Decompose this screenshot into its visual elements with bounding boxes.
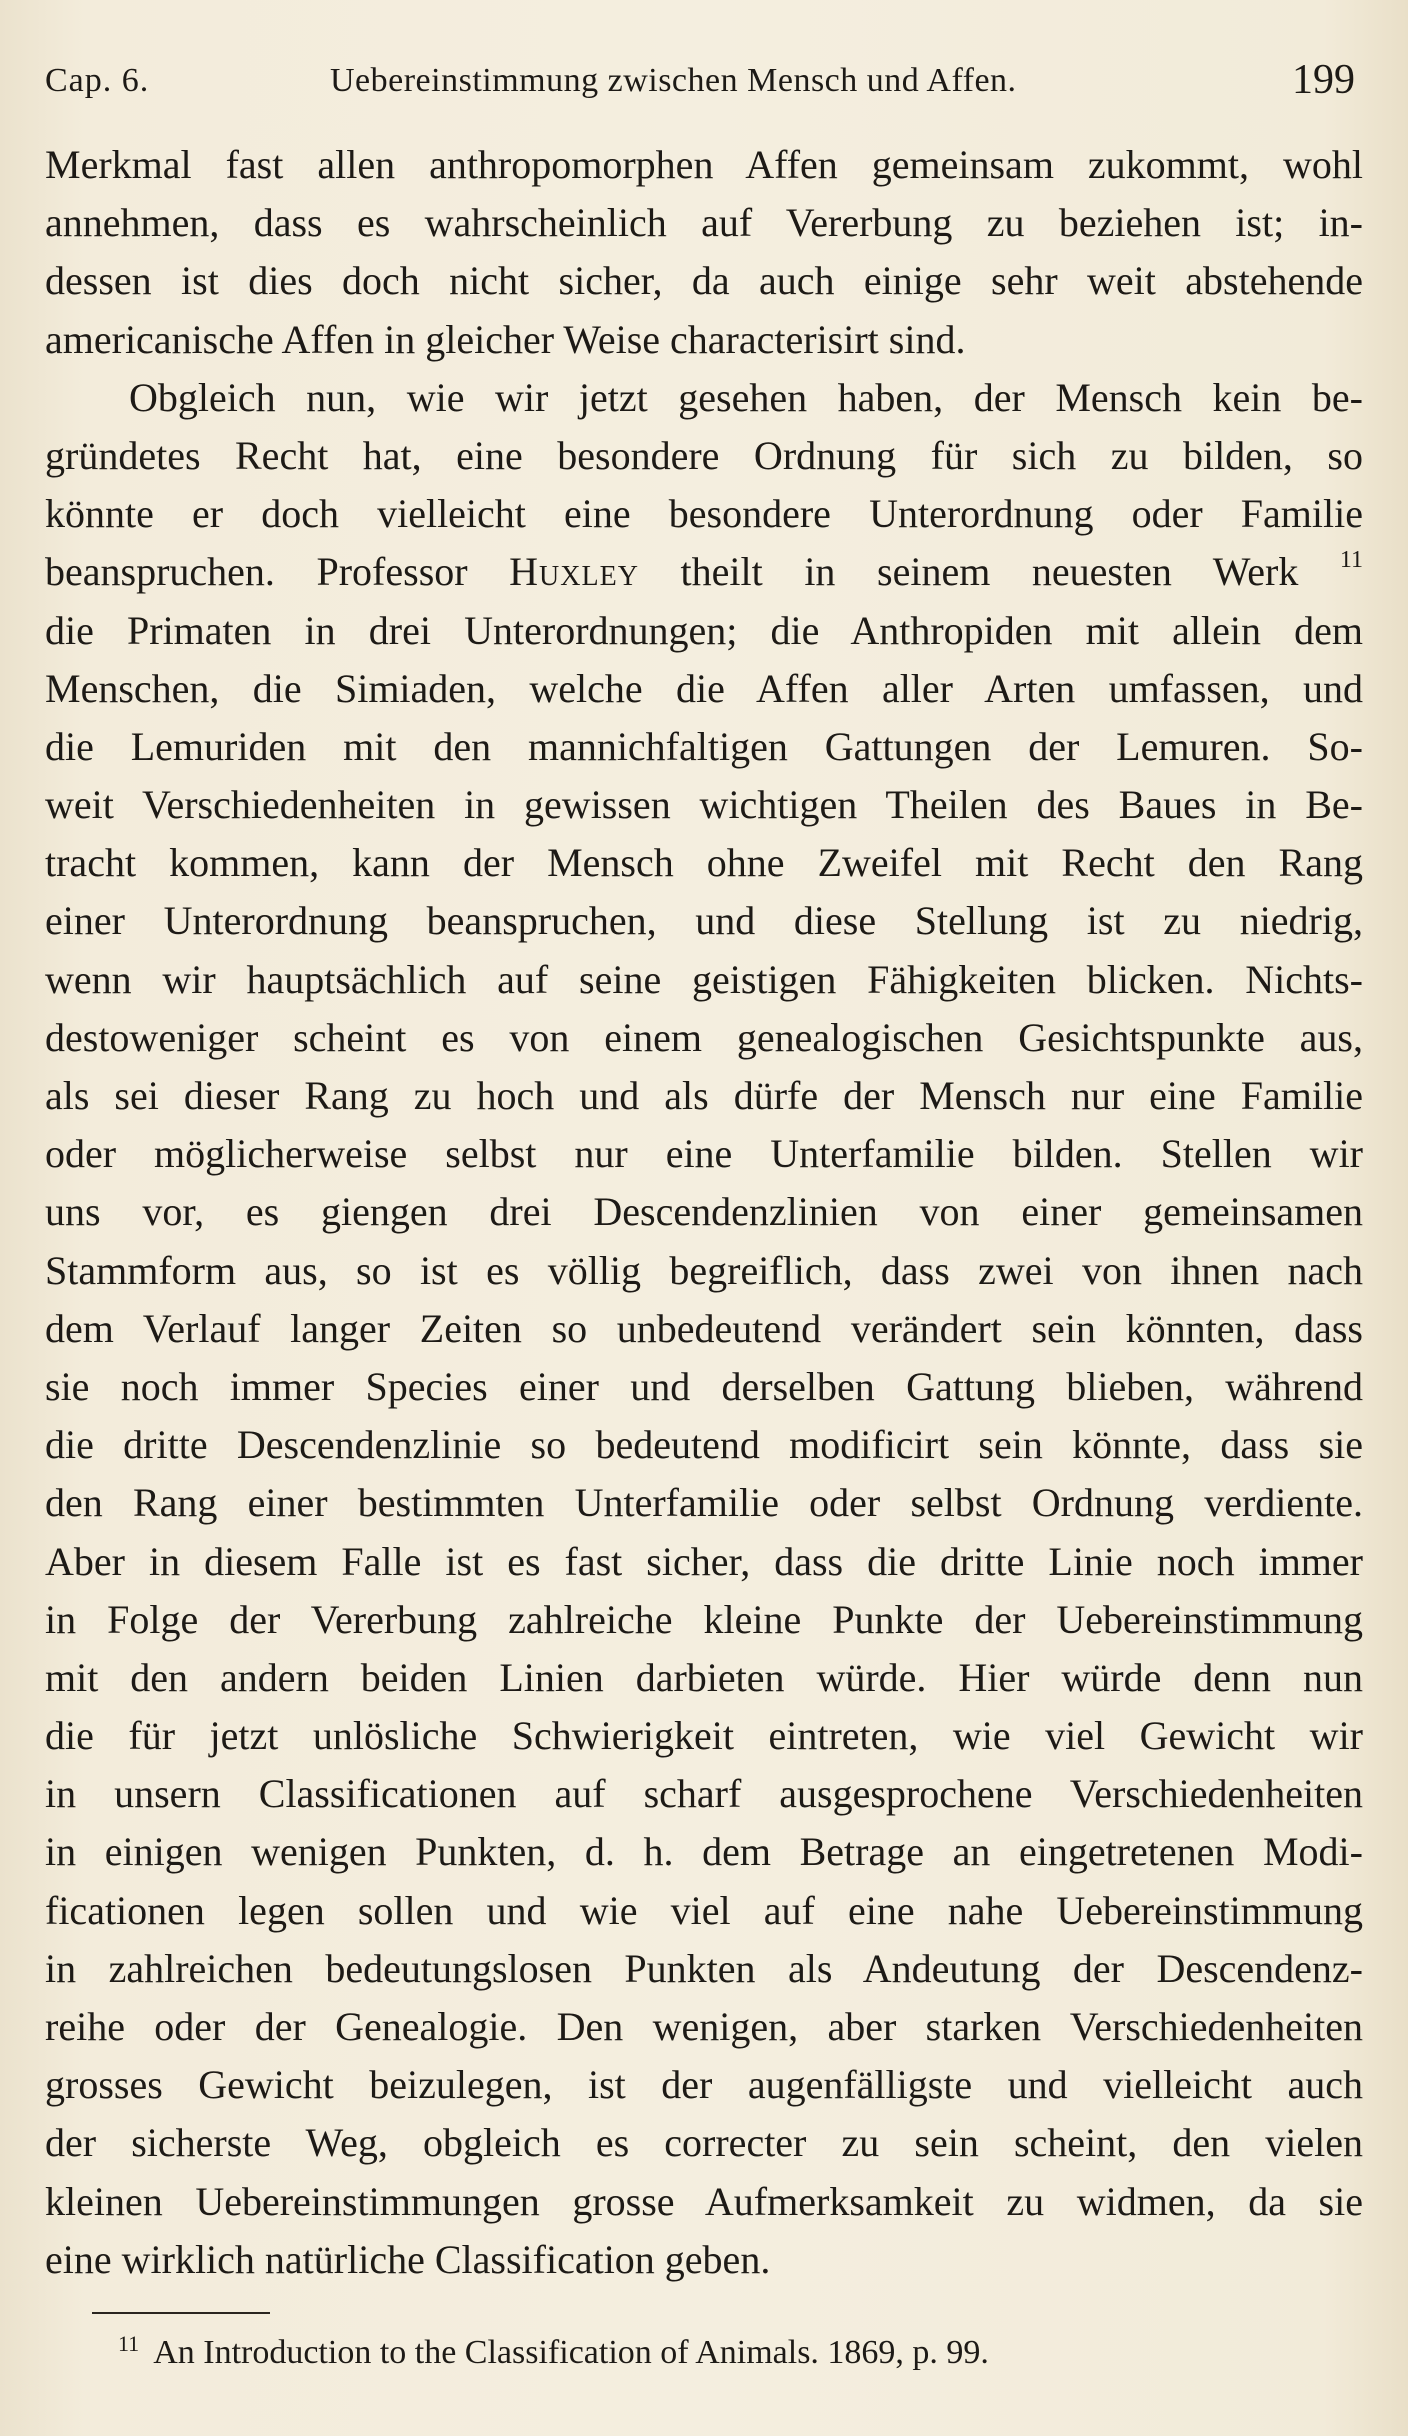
footnote-text: An Introduction to the Classification of Animals. 1869, p. 99.: [153, 2334, 989, 2371]
text-line: oder möglicherweise selbst nur eine Unterfamilie bilden. Stellen wir: [45, 1131, 1363, 1177]
text-line: ficationen legen sollen und wie viel auf eine nahe Uebereinstimmung: [45, 1887, 1363, 1933]
text-line: in Folge der Vererbung zahlreiche kleine Punkte der Uebereinstimmung: [45, 1596, 1363, 1642]
text-line: die dritte Descendenzlinie so bedeutend modificirt sein könnte, dass sie: [45, 1422, 1363, 1468]
footnote-reference[interactable]: 11: [1339, 547, 1364, 574]
running-title: Uebereinstimmung zwischen Mensch und Affen.: [330, 62, 1017, 99]
text-line: annehmen, dass es wahrscheinlich auf Vererbung zu beziehen ist; in-: [45, 200, 1363, 246]
text-line: die Primaten in drei Unterordnungen; die Anthropiden mit allein dem: [45, 607, 1363, 653]
text-line: als sei dieser Rang zu hoch und als dürfe der Mensch nur eine Familie: [45, 1073, 1363, 1118]
text-line: Obgleich nun, wie wir jetzt gesehen haben, der Mensch kein be-: [129, 374, 1363, 420]
text-line: in zahlreichen bedeutungslosen Punkten als Andeutung der Descendenz-: [45, 1945, 1363, 1991]
body-text: [45, 136, 1363, 2289]
text-line: reihe oder der Genealogie. Den wenigen, aber starken Verschiedenheiten: [45, 2004, 1363, 2049]
text-line: einer Unterordnung beanspruchen, und diese Stellung ist zu niedrig,: [45, 898, 1363, 944]
footnote-rule: [92, 2312, 270, 2314]
text-line: könnte er doch vielleicht eine besondere Unterordnung oder Familie: [45, 491, 1363, 537]
text-line: Merkmal fast allen anthropomorphen Affen gemeinsam zukommt, wohl: [45, 142, 1363, 187]
text-line: americanische Affen in gleicher Weise characterisirt sind.: [45, 316, 966, 362]
footnote-marker: 11: [118, 2331, 140, 2356]
text-line-with-citation: [45, 543, 1363, 601]
text-line: weit Verschiedenheiten in gewissen wichtigen Theilen des Baues in Be-: [45, 782, 1363, 828]
text-line: Stammform aus, so ist es völlig begreiflich, dass zwei von ihnen nach: [45, 1247, 1363, 1293]
text-line: Aber in diesem Falle ist es fast sicher, dass die dritte Linie noch immer: [45, 1538, 1363, 1584]
page-number: 199: [1292, 57, 1355, 103]
text-line: in unsern Classificationen auf scharf ausgesprochene Verschiedenheiten: [45, 1771, 1363, 1817]
text-line: gründetes Recht hat, eine besondere Ordnung für sich zu bilden, so: [45, 432, 1363, 478]
chapter-label: Cap. 6.: [45, 62, 150, 99]
text-line: wenn wir hauptsächlich auf seine geistigen Fähigkeiten blicken. Nichts-: [45, 956, 1363, 1002]
text-line: tracht kommen, kann der Mensch ohne Zweifel mit Recht den Rang: [45, 840, 1363, 886]
running-head: [45, 52, 1355, 112]
text-line: grosses Gewicht beizulegen, ist der augenfälligste und vielleicht auch: [45, 2062, 1363, 2108]
text-line: der sicherste Weg, obgleich es correcter zu sein scheint, den vielen: [45, 2120, 1363, 2166]
text-line: kleinen Uebereinstimmungen grosse Aufmerksamkeit zu widmen, da sie: [45, 2178, 1363, 2224]
text-line: Menschen, die Simiaden, welche die Affen aller Arten umfassen, und: [45, 665, 1363, 711]
text-line: die Lemuriden mit den mannichfaltigen Gattungen der Lemuren. So-: [45, 723, 1363, 769]
text-line: destoweniger scheint es von einem genealogischen Gesichtspunkte aus,: [45, 1014, 1363, 1060]
text-segment: theilt in seinem neuesten Werk: [680, 549, 1299, 595]
text-line: uns vor, es giengen drei Descendenzlinien von einer gemeinsamen: [45, 1189, 1363, 1235]
text-segment: beanspruchen. Professor: [45, 549, 468, 595]
text-line: mit den andern beiden Linien darbieten würde. Hier würde denn nun: [45, 1654, 1363, 1700]
footnote: [118, 2320, 989, 2377]
text-line: dem Verlauf langer Zeiten so unbedeutend verändert sein könnten, dass: [45, 1305, 1363, 1351]
text-line: sie noch immer Species einer und derselben Gattung blieben, während: [45, 1363, 1363, 1409]
text-line: in einigen wenigen Punkten, d. h. dem Betrage an eingetretenen Modi-: [45, 1829, 1363, 1875]
text-line: die für jetzt unlösliche Schwierigkeit eintreten, wie viel Gewicht wir: [45, 1713, 1363, 1759]
author-name: Huxley: [509, 549, 639, 595]
text-line: dessen ist dies doch nicht sicher, da auch einige sehr weit abstehende: [45, 258, 1363, 304]
text-line: den Rang einer bestimmten Unterfamilie oder selbst Ordnung verdiente.: [45, 1480, 1363, 1526]
text-line: eine wirklich natürliche Classification geben.: [45, 2236, 771, 2282]
